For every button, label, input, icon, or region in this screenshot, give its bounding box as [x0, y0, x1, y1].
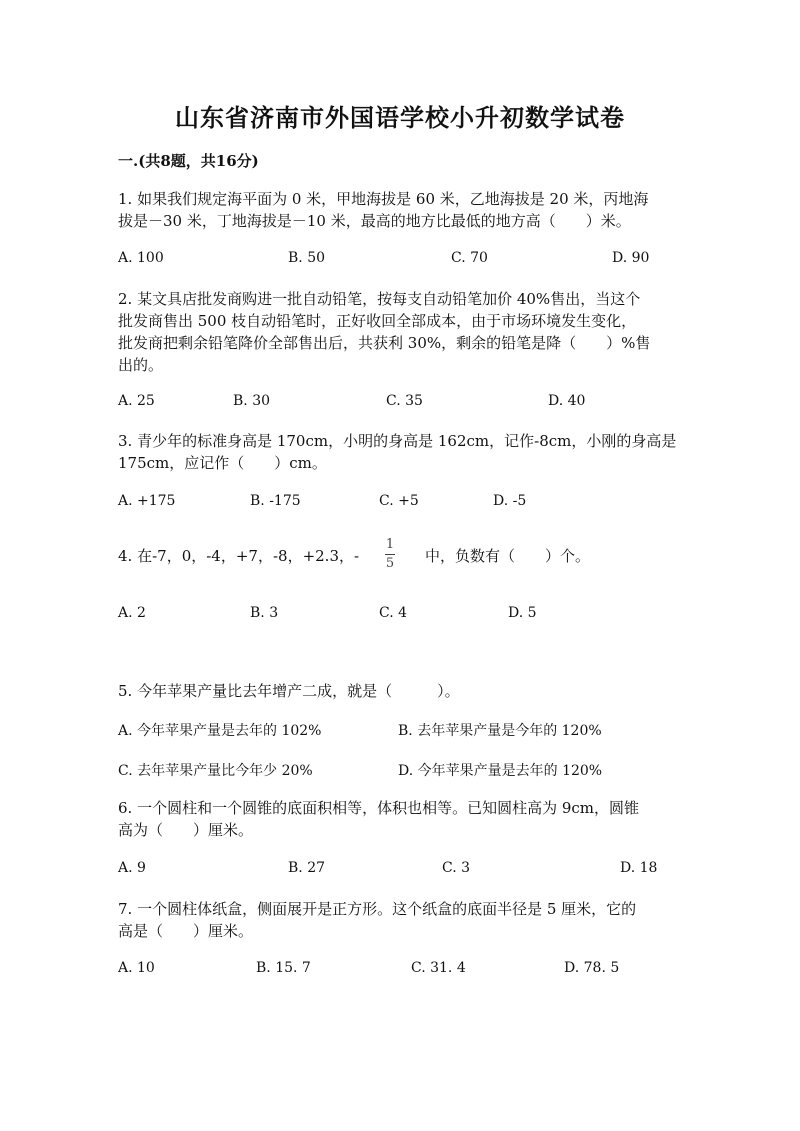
question-3-line-1: 3. 青少年的标准身高是 170cm，小明的身高是 162cm，记作-8cm，小刚的身高是 [118, 432, 677, 450]
q7-option-c: C. 31. 4 [411, 960, 466, 976]
question-6 [118, 797, 688, 841]
page-title: 山东省济南市外国语学校小升初数学试卷 [175, 103, 625, 132]
question-4-prefix: 4. 在-7，0，-4，+7，-8，+2.3，- [118, 547, 360, 565]
q1-option-d: D. 90 [612, 250, 650, 266]
question-3 [118, 430, 688, 474]
q7-option-a: A. 10 [118, 960, 155, 976]
question-3-line-2: 175cm，应记作（ ）cm。 [118, 454, 327, 472]
q6-option-c: C. 3 [442, 860, 471, 876]
fraction-bar [385, 554, 395, 555]
question-6-line-2: 高为（ ）厘米。 [118, 821, 254, 839]
q7-option-b: B. 15. 7 [256, 960, 311, 976]
q3-option-d: D. -5 [493, 493, 527, 509]
question-7 [118, 898, 688, 942]
question-1-line-2: 拔是－30 米，丁地海拔是－10 米，最高的地方比最低的地方高（ ）米。 [118, 212, 631, 230]
fraction-one-fifth [385, 538, 395, 571]
question-7-line-2: 高是（ ）厘米。 [118, 922, 254, 940]
question-2-line-1: 2. 某文具店批发商购进一批自动铅笔，按每支自动铅笔加价 40%售出，当这个 [118, 290, 641, 308]
q4-option-c: C. 4 [379, 605, 408, 621]
question-6-line-1: 6. 一个圆柱和一个圆锥的底面积相等，体积也相等。已知圆柱高为 9cm，圆锥 [118, 799, 640, 817]
fraction-numerator: 1 [385, 537, 395, 552]
q3-option-b: B. -175 [250, 493, 301, 509]
q4-option-a: A. 2 [118, 605, 146, 621]
question-2 [118, 288, 688, 376]
q3-option-c: C. +5 [379, 493, 419, 509]
q3-option-a: A. +175 [118, 493, 176, 509]
q5-option-b: B. 去年苹果产量是今年的 120% [398, 723, 602, 739]
q6-option-d: D. 18 [620, 860, 658, 876]
question-2-line-4: 出的。 [118, 356, 164, 374]
q1-option-c: C. 70 [451, 250, 488, 266]
q6-option-b: B. 27 [288, 860, 326, 876]
question-2-line-2: 批发商售出 500 枝自动铅笔时，正好收回全部成本，由于市场环境发生变化， [118, 312, 637, 330]
q2-option-c: C. 35 [386, 393, 423, 409]
q1-option-b: B. 50 [288, 250, 326, 266]
question-1 [118, 188, 688, 232]
question-7-line-1: 7. 一个圆柱体纸盒，侧面展开是正方形。这个纸盒的底面半径是 5 厘米，它的 [118, 900, 637, 918]
question-5-line-1: 5. 今年苹果产量比去年增产二成，就是（ ）。 [118, 682, 460, 700]
q2-option-d: D. 40 [548, 393, 586, 409]
q2-option-b: B. 30 [233, 393, 271, 409]
section-heading: 一.(共8题，共16分) [118, 152, 259, 170]
question-1-line-1: 1. 如果我们规定海平面为 0 米，甲地海拔是 60 米，乙地海拔是 20 米，丙地海 [118, 190, 649, 208]
q7-option-d: D. 78. 5 [564, 960, 620, 976]
q5-option-d: D. 今年苹果产量是去年的 120% [398, 763, 603, 779]
question-2-line-3: 批发商把剩余铅笔降价全部售出后，共获利 30%，剩余的铅笔是降（ ）%售 [118, 334, 651, 352]
question-5 [118, 680, 688, 702]
question-4-suffix: 中，负数有（ ）个。 [425, 547, 591, 565]
q2-option-a: A. 25 [118, 393, 155, 409]
q5-option-c: C. 去年苹果产量比今年少 20% [118, 763, 313, 779]
q1-option-a: A. 100 [118, 250, 164, 266]
fraction-denominator: 5 [385, 556, 395, 571]
q6-option-a: A. 9 [118, 860, 146, 876]
q4-option-d: D. 5 [508, 605, 537, 621]
q5-option-a: A. 今年苹果产量是去年的 102% [118, 723, 322, 739]
q4-option-b: B. 3 [250, 605, 279, 621]
